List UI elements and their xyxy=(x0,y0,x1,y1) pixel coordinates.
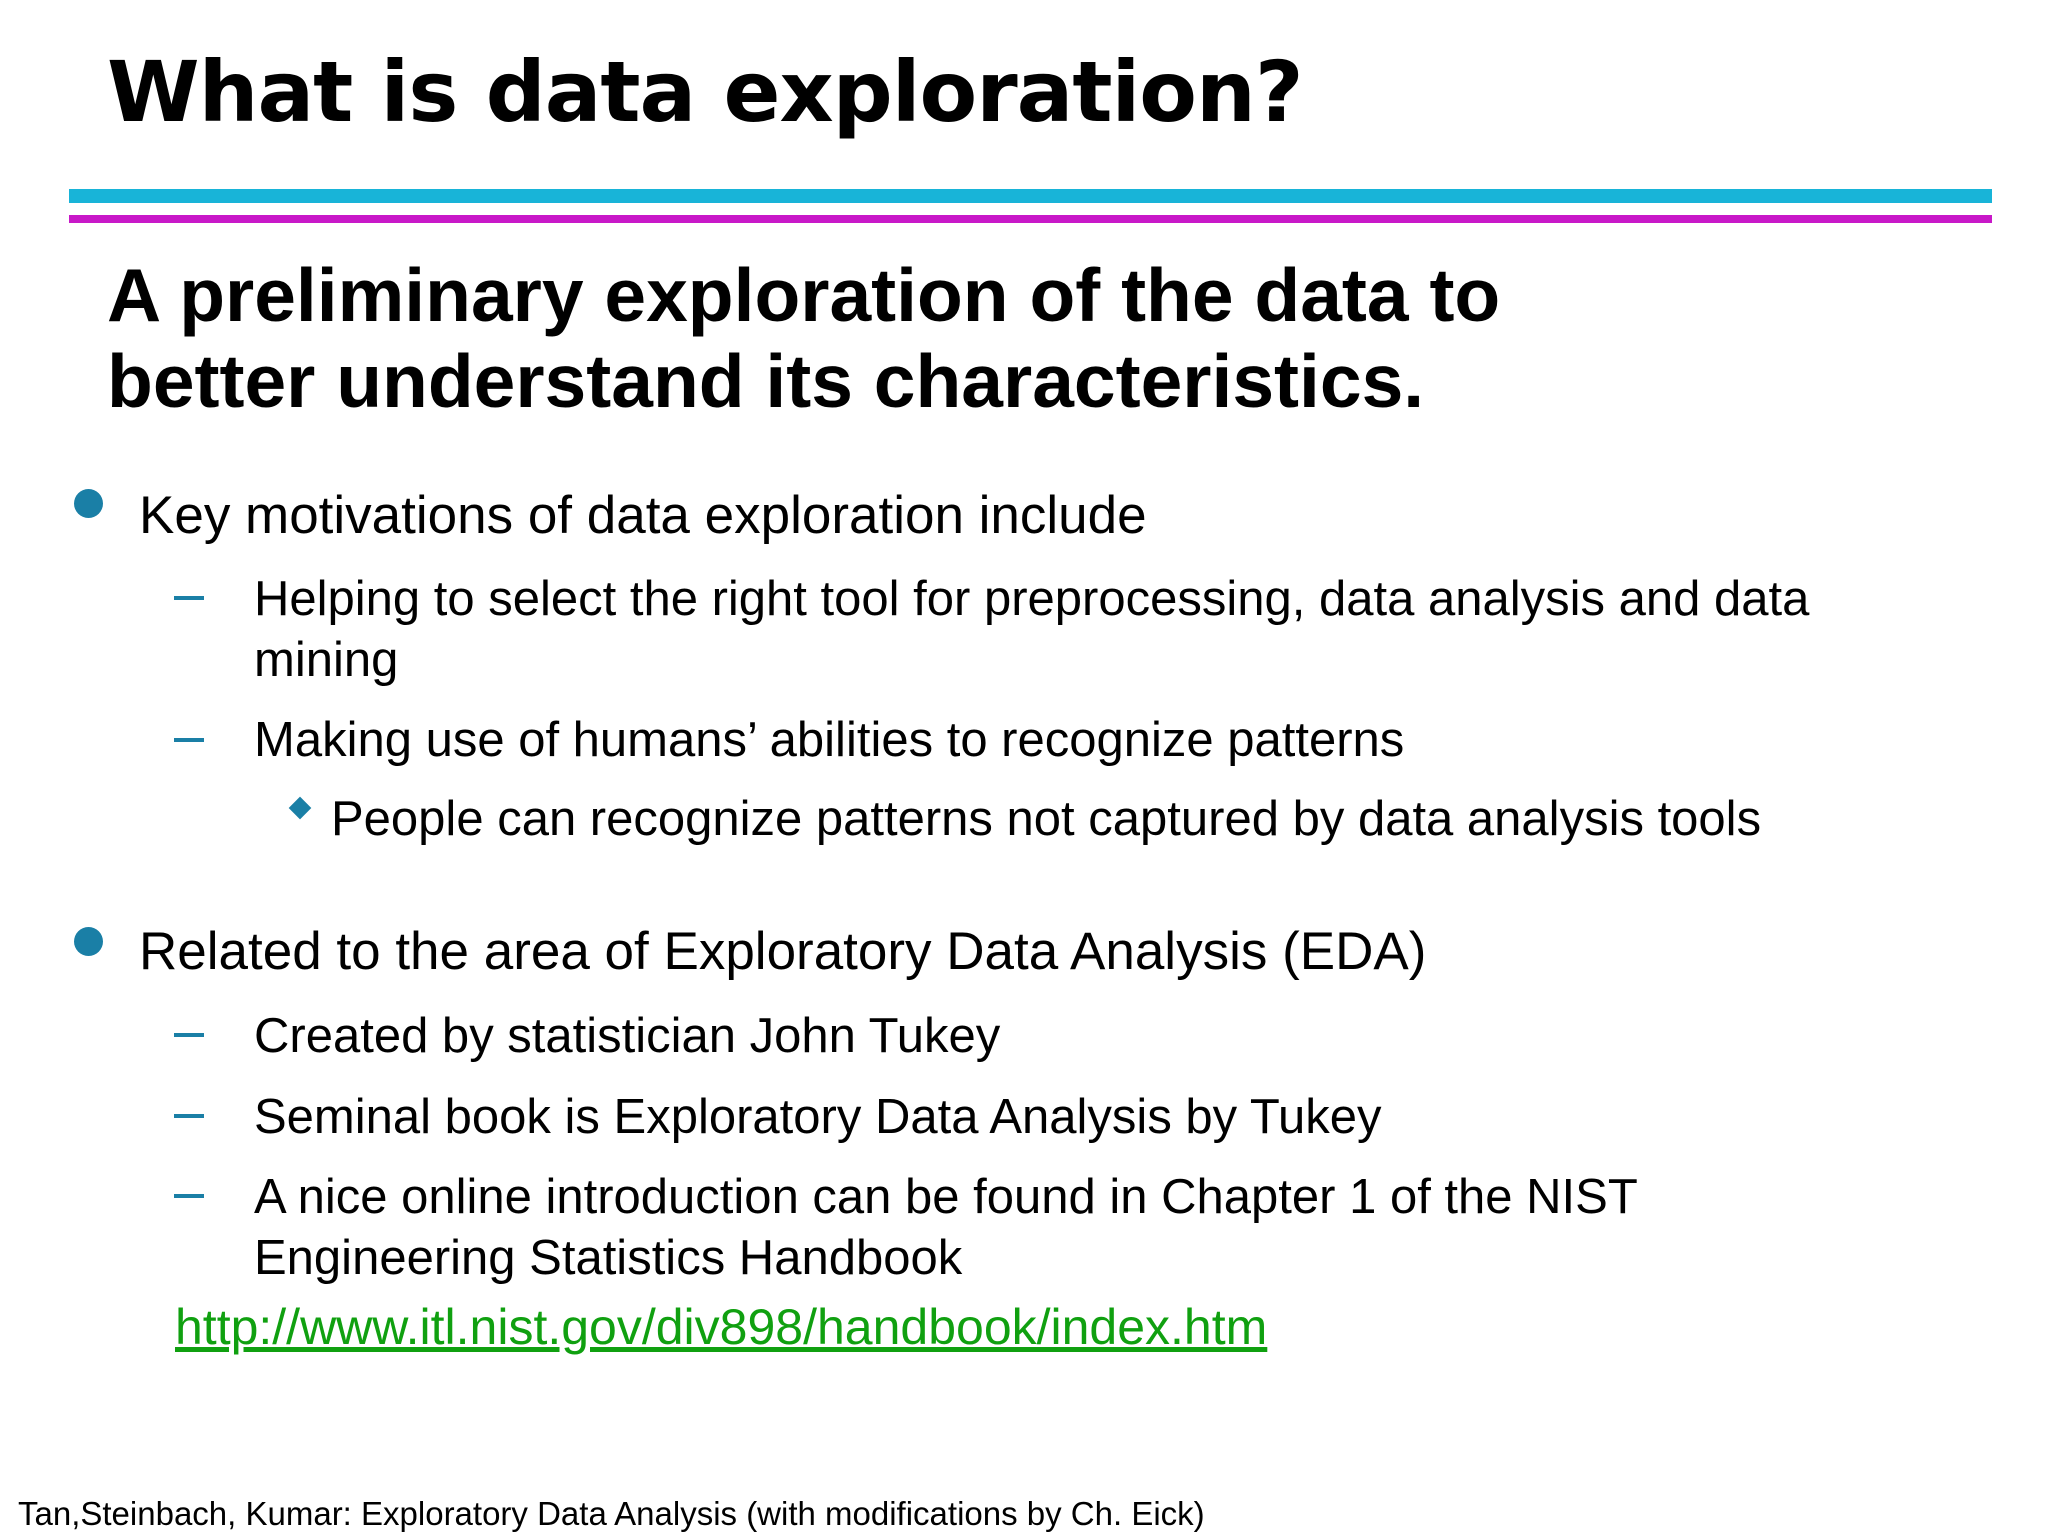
subbullet-nist-handbook xyxy=(254,1167,1638,1289)
dash-bullet-icon xyxy=(174,738,204,742)
dash-bullet-icon xyxy=(174,1194,204,1198)
subbullet-seminal-book: Seminal book is Exploratory Data Analysis by Tukey xyxy=(254,1090,1382,1144)
subbullet-nist-handbook-line-2: Engineering Statistics Handbook xyxy=(254,1231,963,1285)
subbullet-select-tool-line-1: Helping to select the right tool for preprocessing, data analysis and data xyxy=(254,572,1810,626)
subbullet-nist-handbook-line-1: A nice online introduction can be found in Chapter 1 of the NIST xyxy=(254,1170,1638,1224)
filled-circle-bullet-icon xyxy=(74,489,103,518)
bullet-eda: Related to the area of Exploratory Data Analysis (EDA) xyxy=(139,922,1427,981)
slide-title: What is data exploration? xyxy=(107,43,1303,141)
subbullet-human-abilities: Making use of humans’ abilities to recognize patterns xyxy=(254,713,1405,767)
subbullet-select-tool-line-2: mining xyxy=(254,633,399,687)
slide-subtitle xyxy=(107,252,1500,424)
diamond-bullet-icon xyxy=(289,797,312,820)
subsubbullet-recognize-patterns: People can recognize patterns not captured by data analysis tools xyxy=(331,792,1762,846)
nist-handbook-link[interactable]: http://www.itl.nist.gov/div898/handbook/index.htm xyxy=(175,1299,1268,1355)
bullet-key-motivations: Key motivations of data exploration include xyxy=(139,486,1147,545)
subtitle-line-2: better understand its characteristics. xyxy=(107,339,1425,423)
subtitle-line-1: A preliminary exploration of the data to xyxy=(107,253,1501,337)
dash-bullet-icon xyxy=(174,596,204,600)
title-divider-magenta xyxy=(69,215,1992,223)
subbullet-select-tool xyxy=(254,569,1809,691)
subbullet-john-tukey: Created by statistician John Tukey xyxy=(254,1009,1001,1063)
title-divider-cyan xyxy=(69,189,1992,203)
filled-circle-bullet-icon xyxy=(74,927,103,956)
dash-bullet-icon xyxy=(174,1114,204,1118)
dash-bullet-icon xyxy=(174,1033,204,1037)
slide-footer: Tan,Steinbach, Kumar: Exploratory Data Analysis (with modifications by Ch. Eick) xyxy=(18,1495,1205,1532)
